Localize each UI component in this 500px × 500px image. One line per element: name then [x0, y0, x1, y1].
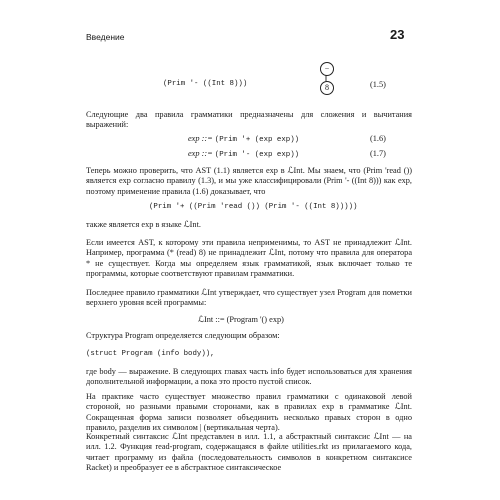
ast-tree-diagram	[300, 50, 360, 110]
paragraph-grammar-rules: На практике часто существует множество правил грамматики с одинаковой левой стороной, но разными правыми сторонами, как в правилах exp в грамматике ℒInt. Сокращенная форма записи позволяет объединить несколько правых сторон в одно правило, разделив их символом | (вертикальная черта).	[86, 392, 412, 433]
paragraph-body-info: где body — выражение. В следующих главах часть info будет использоваться для хранения дополнительной информации, а пока это просто пустой список.	[86, 367, 412, 387]
paragraph-not-in-language: Если имеется AST, к которому эти правила неприменимы, то AST не принадлежит ℒInt. Например, программа (* (read) 8) не принадлежит ℒInt, потому что правила для оператора * не существует. Когда мы определяем язык грамматикой, язык включает только те программы, которые соответствуют правилам грамматики.	[86, 238, 412, 279]
paragraph-ast-check: Теперь можно проверить, что AST (1.1) является exp в ℒInt. Мы знаем, что (Prim 'read ()) является exp согласно правилу (1.3), и мы уже классифицировали (Prim '- ((Int 8))) как exp, поэтому применение правила (1.6) доказывает, что	[86, 166, 412, 196]
equation-1-7	[188, 149, 299, 159]
equation-1-6-code: (Prim '+ (exp exp))	[214, 136, 300, 144]
paragraph-concrete-syntax: Конкретный синтаксис ℒInt представлен в илл. 1.1, а абстрактный синтаксис ℒInt — на илл. 1.2. Функция read-program, содержащаяся в файле utilities.rkt из прилагаемого кода, читает программу из файла (последовательность символов в конкретном синтаксисе Racket) и преобразует ее в абстрактное синтаксическое	[86, 432, 412, 473]
paragraph-program-structure: Структура Program определяется следующим образом:	[86, 331, 280, 340]
tree-node-eight: 8	[320, 81, 334, 95]
equation-number-1-7: (1.7)	[370, 149, 386, 158]
page-number: 23	[390, 27, 405, 42]
equation-1-7-code: (Prim '- (exp exp))	[214, 151, 300, 159]
equation-1-6	[188, 134, 299, 144]
paragraph-also-exp: также является exp в языке ℒInt.	[86, 220, 201, 229]
equation-1-6-lhs: exp ::=	[188, 134, 215, 143]
equation-number-1-6: (1.6)	[370, 134, 386, 143]
struct-program-code: (struct Program (info body)),	[86, 350, 215, 358]
equation-1-5-code: (Prim '- ((Int 8)))	[163, 80, 248, 88]
tree-node-minus: −	[320, 62, 334, 76]
equation-1-7-lhs: exp ::=	[188, 149, 215, 158]
equation-program-rule: ℒInt ::= (Program '() exp)	[198, 315, 284, 324]
equation-number-1-5: (1.5)	[370, 80, 386, 89]
paragraph-addition-rules: Следующие два правила грамматики предназначены для сложения и вычитания выражений:	[86, 110, 412, 130]
section-title: Введение	[86, 32, 125, 42]
ast-code-line: (Prim '+ ((Prim 'read ()) (Prim '- ((Int 8)))))	[149, 203, 358, 211]
paragraph-program-node: Последнее правило грамматики ℒInt утверждает, что существует узел Program для пометки верхнего уровня всей программы:	[86, 288, 412, 308]
